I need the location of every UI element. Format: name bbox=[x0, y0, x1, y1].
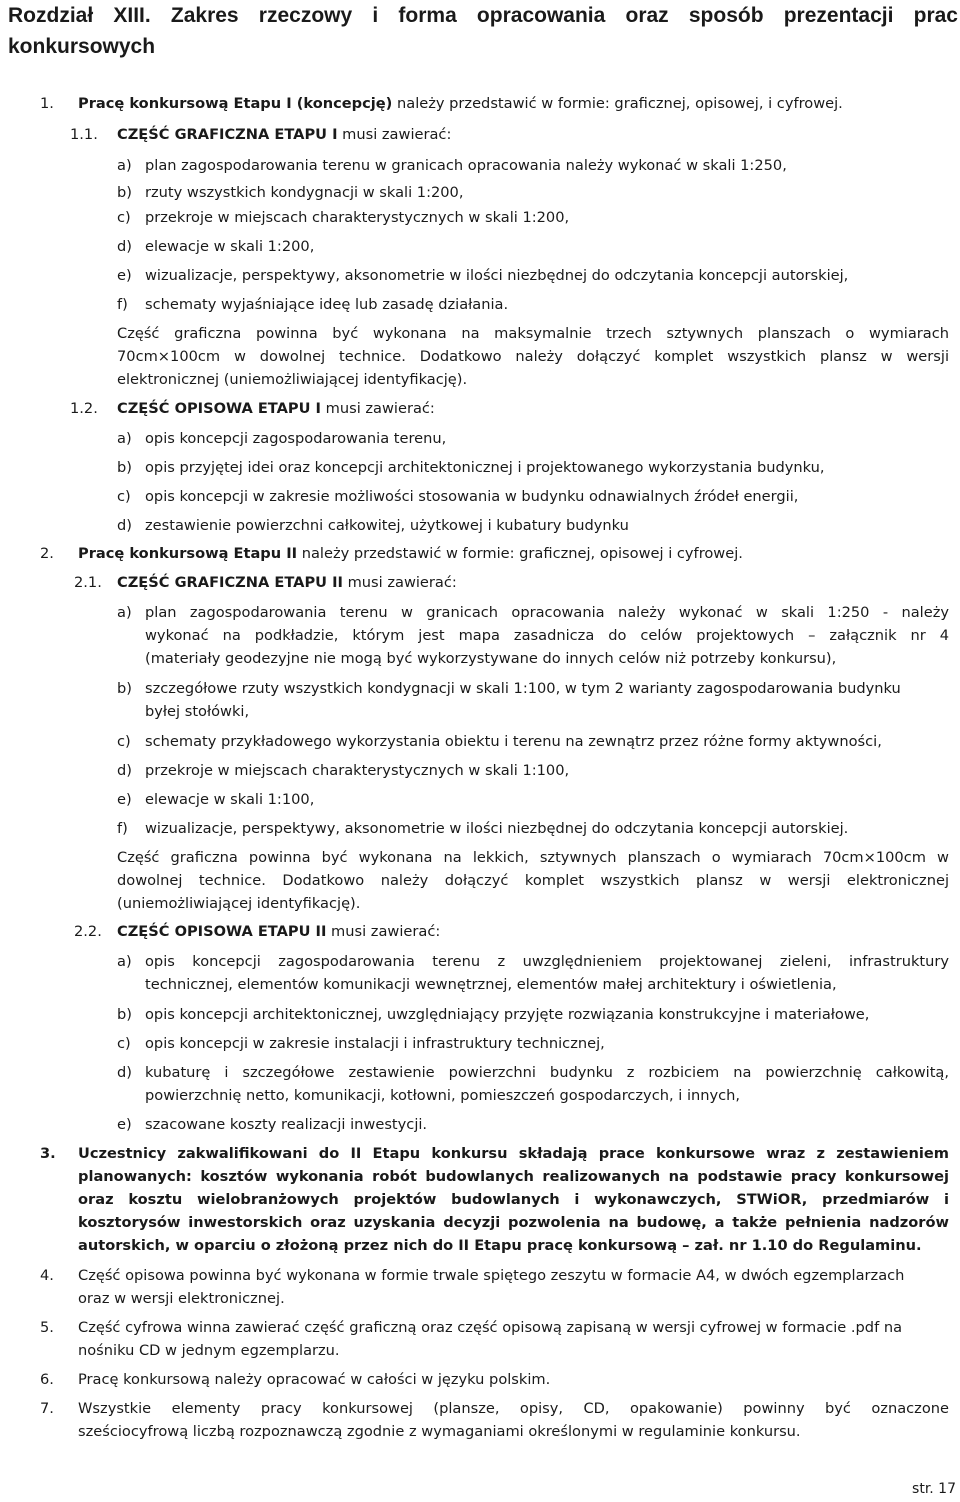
list-item: rzuty wszystkich kondygnacji w skali 1:200, bbox=[145, 184, 464, 201]
list-item: przekroje w miejscach charakterystycznych w skali 1:100, bbox=[145, 762, 570, 779]
subsection-1-1-heading: CZĘŚĆ GRAFICZNA ETAPU I musi zawierać: bbox=[117, 126, 452, 143]
list-item: zestawienie powierzchni całkowitej, użytkowej i kubatury budynku bbox=[145, 517, 629, 534]
list-letter: c) bbox=[117, 733, 131, 750]
section-3-paragraph: oraz kosztu wielobranżowych projektów budowlanych i wykonawczych, STWiOR, przedmiarów i bbox=[78, 1191, 949, 1208]
note-paragraph: Część graficzna powinna być wykonana na lekkich, sztywnych planszach o wymiarach 70cm×100cm w bbox=[117, 849, 949, 866]
list-letter: f) bbox=[117, 820, 128, 837]
list-item: (materiały geodezyjne nie mogą być wykorzystywane do innych celów niż potrzeby konkursu), bbox=[145, 650, 837, 667]
subsection-2-2-heading: CZĘŚĆ OPISOWA ETAPU II musi zawierać: bbox=[117, 923, 441, 940]
note-paragraph: dowolnej technice. Dodatkowo należy dołączyć komplet wszystkich plansz w wersji elektronicznej bbox=[117, 872, 949, 889]
list-letter: d) bbox=[117, 1064, 132, 1081]
list-item: plan zagospodarowania terenu w granicach opracowania należy wykonać w skali 1:250, bbox=[145, 157, 787, 174]
list-letter: d) bbox=[117, 238, 132, 255]
section-5-paragraph: Część cyfrowa winna zawierać część graficzną oraz część opisową zapisaną w wersji cyfrowej w formacie .pdf na bbox=[78, 1319, 903, 1336]
section-7-paragraph: sześciocyfrową liczbą rozpoznawczą zgodnie z wymaganiami określonymi w regulaminie konkursu. bbox=[78, 1423, 801, 1440]
section-3-paragraph: planowanych: kosztów wykonania robót budowlanych realizowanych na podstawie pracy konkursowej bbox=[78, 1168, 949, 1185]
section-5-paragraph: nośniku CD w jednym egzemplarzu. bbox=[78, 1342, 340, 1359]
section-3-paragraph: autorskich, w oparciu o złożoną przez nich do II Etapu pracę konkursową – zał. nr 1.10 do Regulaminu. bbox=[78, 1237, 922, 1254]
subsection-1-2-heading: CZĘŚĆ OPISOWA ETAPU I musi zawierać: bbox=[117, 400, 435, 417]
list-item: przekroje w miejscach charakterystycznych w skali 1:200, bbox=[145, 209, 570, 226]
list-item: opis koncepcji architektonicznej, uwzględniający przyjęte rozwiązania konstrukcyjne i materiałowe, bbox=[145, 1006, 870, 1023]
list-item: elewacje w skali 1:100, bbox=[145, 791, 315, 808]
list-item: szczegółowe rzuty wszystkich kondygnacji w skali 1:100, w tym 2 warianty zagospodarowania budynku bbox=[145, 680, 901, 697]
list-item: powierzchnię netto, komunikacji, kotłowni, pomieszczeń gospodarczych, i innych, bbox=[145, 1087, 741, 1104]
list-letter: d) bbox=[117, 517, 132, 534]
subsection-2-1-heading: CZĘŚĆ GRAFICZNA ETAPU II musi zawierać: bbox=[117, 574, 457, 591]
section-3-paragraph: Uczestnicy zakwalifikowani do II Etapu konkursu składają prace konkursowe wraz z zestawieniem bbox=[78, 1145, 949, 1162]
chapter-heading: Rozdział XIII. Zakres rzeczowy i forma opracowania oraz sposób prezentacji prac bbox=[8, 4, 958, 27]
section-1-intro: Pracę konkursową Etapu I (koncepcję) należy przedstawić w formie: graficznej, opisowej, i cyfrowej. bbox=[78, 95, 843, 112]
list-letter: d) bbox=[117, 762, 132, 779]
subsection-number: 2.2. bbox=[74, 923, 102, 940]
note-paragraph: 70cm×100cm w dowolnej technice. Dodatkowo należy dołączyć komplet wszystkich plansz w wersji bbox=[117, 348, 949, 365]
section-number: 6. bbox=[40, 1371, 54, 1388]
list-letter: c) bbox=[117, 488, 131, 505]
list-letter: a) bbox=[117, 430, 132, 447]
list-letter: e) bbox=[117, 791, 132, 808]
list-item: opis koncepcji w zakresie możliwości stosowania w budynku odnawialnych źródeł energii, bbox=[145, 488, 799, 505]
section-7-paragraph: Wszystkie elementy pracy konkursowej (plansze, opisy, CD, opakowanie) powinny być oznaczone bbox=[78, 1400, 949, 1417]
section-number: 7. bbox=[40, 1400, 54, 1417]
section-number: 2. bbox=[40, 545, 54, 562]
section-3-paragraph: kosztorysów inwestorskich oraz uzyskania decyzji pozwolenia na budowę, a także pełnienia nadzorów bbox=[78, 1214, 949, 1231]
list-letter: e) bbox=[117, 1116, 132, 1133]
list-letter: a) bbox=[117, 953, 132, 970]
list-letter: f) bbox=[117, 296, 128, 313]
list-item: schematy przykładowego wykorzystania obiektu i terenu na zewnątrz przez różne formy aktywności, bbox=[145, 733, 882, 750]
list-item: elewacje w skali 1:200, bbox=[145, 238, 315, 255]
page-number: str. 17 bbox=[912, 1481, 956, 1497]
list-item: opis koncepcji w zakresie instalacji i infrastruktury technicznej, bbox=[145, 1035, 605, 1052]
section-4-paragraph: Część opisowa powinna być wykonana w formie trwale spiętego zeszytu w formacie A4, w dwóch egzemplarzach bbox=[78, 1267, 905, 1284]
section-number: 1. bbox=[40, 95, 54, 112]
list-letter: b) bbox=[117, 459, 132, 476]
list-item: wykonać na podkładzie, którym jest mapa zasadnicza do celów projektowych – załącznik nr 4 bbox=[145, 627, 949, 644]
section-4-paragraph: oraz w wersji elektronicznej. bbox=[78, 1290, 285, 1307]
list-item: byłej stołówki, bbox=[145, 703, 250, 720]
list-item: wizualizacje, perspektywy, aksonometrie w ilości niezbędnej do odczytania koncepcji autorskiej, bbox=[145, 267, 849, 284]
list-item: opis przyjętej idei oraz koncepcji architektonicznej i projektowanego wykorzystania budynku, bbox=[145, 459, 825, 476]
note-paragraph: elektronicznej (uniemożliwiającej identyfikację). bbox=[117, 371, 468, 388]
list-item: kubaturę i szczegółowe zestawienie powierzchni budynku z rozbiciem na powierzchnię całkowitą, bbox=[145, 1064, 949, 1081]
section-number: 4. bbox=[40, 1267, 54, 1284]
note-paragraph: Część graficzna powinna być wykonana na maksymalnie trzech sztywnych planszach o wymiarach bbox=[117, 325, 949, 342]
chapter-heading-cont: konkursowych bbox=[8, 35, 156, 58]
list-letter: b) bbox=[117, 184, 132, 201]
list-letter: b) bbox=[117, 1006, 132, 1023]
section-number: 3. bbox=[40, 1145, 56, 1162]
list-letter: c) bbox=[117, 1035, 131, 1052]
list-letter: e) bbox=[117, 267, 132, 284]
subsection-number: 1.1. bbox=[70, 126, 98, 143]
list-item: technicznej, elementów komunikacji wewnętrznej, elementów małej architektury i oświetlenia, bbox=[145, 976, 837, 993]
list-item: wizualizacje, perspektywy, aksonometrie w ilości niezbędnej do odczytania koncepcji autorskiej. bbox=[145, 820, 849, 837]
list-letter: c) bbox=[117, 209, 131, 226]
note-paragraph: (uniemożliwiającej identyfikację). bbox=[117, 895, 361, 912]
list-letter: a) bbox=[117, 604, 132, 621]
list-letter: b) bbox=[117, 680, 132, 697]
list-item: szacowane koszty realizacji inwestycji. bbox=[145, 1116, 428, 1133]
list-item: plan zagospodarowania terenu w granicach opracowania należy wykonać w skali 1:250 - należy bbox=[145, 604, 949, 621]
section-6-paragraph: Pracę konkursową należy opracować w całości w języku polskim. bbox=[78, 1371, 551, 1388]
subsection-number: 1.2. bbox=[70, 400, 98, 417]
subsection-number: 2.1. bbox=[74, 574, 102, 591]
list-item: schematy wyjaśniające ideę lub zasadę działania. bbox=[145, 296, 509, 313]
list-item: opis koncepcji zagospodarowania terenu z uwzględnieniem projektowanej zieleni, infrastruktury bbox=[145, 953, 949, 970]
section-2-intro: Pracę konkursową Etapu II należy przedstawić w formie: graficznej, opisowej i cyfrowej. bbox=[78, 545, 743, 562]
list-letter: a) bbox=[117, 157, 132, 174]
section-number: 5. bbox=[40, 1319, 54, 1336]
list-item: opis koncepcji zagospodarowania terenu, bbox=[145, 430, 447, 447]
